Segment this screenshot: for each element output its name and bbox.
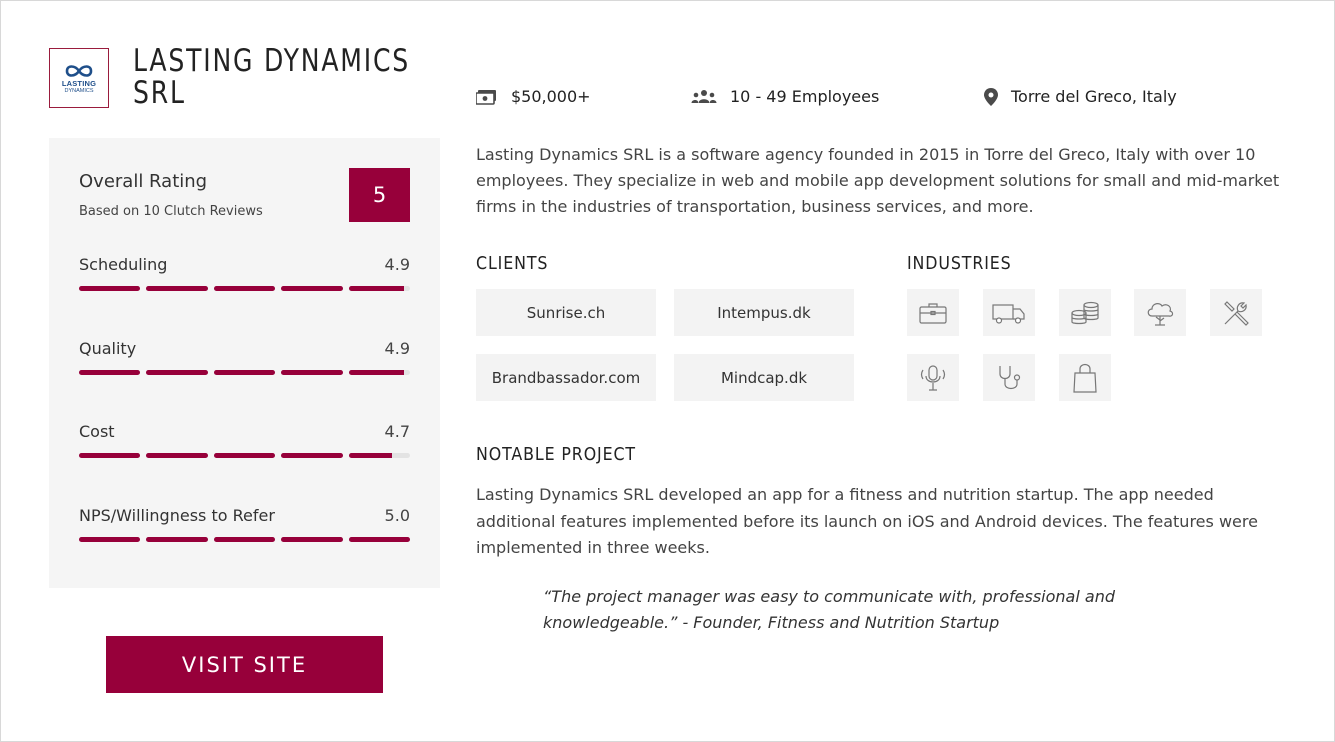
- rating-bar-segment: [79, 537, 140, 542]
- clients-heading: CLIENTS: [476, 253, 549, 274]
- metric-value: 4.9: [384, 339, 410, 358]
- rating-bar-segment: [214, 453, 275, 458]
- metric-value: 4.7: [384, 422, 410, 441]
- rating-bar-segment: [214, 370, 275, 375]
- rating-bar: [79, 370, 410, 375]
- client-tile: Mindcap.dk: [674, 354, 854, 401]
- location: [984, 87, 1177, 106]
- tools-icon[interactable]: [1210, 289, 1262, 336]
- rating-bar-segment: [146, 286, 207, 291]
- metric-label: NPS/Willingness to Refer: [79, 506, 275, 525]
- review-count-link[interactable]: Based on 10 Clutch Reviews: [79, 204, 263, 219]
- company-logo[interactable]: [49, 48, 109, 108]
- rating-bar-segment: [349, 453, 410, 458]
- coins-icon[interactable]: [1059, 289, 1111, 336]
- rating-bar: [79, 286, 410, 291]
- metric-label: Quality: [79, 339, 137, 358]
- shopping-bag-icon[interactable]: [1059, 354, 1111, 401]
- company-name[interactable]: LASTING DYNAMICS SRL: [133, 43, 411, 111]
- rating-bar-fill: [349, 537, 410, 542]
- rating-bar-fill: [281, 453, 342, 458]
- company-description: Lasting Dynamics SRL is a software agency founded in 2015 in Torre del Greco, Italy with over 10 employees. They specialize in web and mobile app development solutions for small and mid-market firms in the industries of transportation, business services, and more.: [476, 145, 1280, 216]
- logo-text-primary: LASTING: [61, 78, 97, 88]
- rating-panel: [49, 138, 440, 588]
- rating-bar: [79, 537, 410, 542]
- rating-bar-segment: [281, 453, 342, 458]
- rating-bar-segment: [146, 370, 207, 375]
- overall-rating-title: Overall Rating: [79, 171, 208, 192]
- rating-bar-fill: [281, 370, 342, 375]
- rating-bar-segment: [146, 537, 207, 542]
- logo-text-secondary: DYNAMICS: [64, 87, 94, 94]
- min-project-value: $50,000+: [511, 87, 591, 106]
- rating-bar-segment: [281, 537, 342, 542]
- rating-bar-segment: [349, 286, 410, 291]
- rating-bar-fill: [214, 453, 275, 458]
- rating-bar-fill: [281, 537, 342, 542]
- metric-label: Scheduling: [79, 255, 168, 274]
- rating-bar-fill: [79, 286, 140, 291]
- microphone-icon[interactable]: [907, 354, 959, 401]
- metric-value: 5.0: [384, 506, 410, 525]
- rating-bar-segment: [214, 286, 275, 291]
- rating-bar-segment: [281, 370, 342, 375]
- briefcase-icon[interactable]: [907, 289, 959, 336]
- location-value: Torre del Greco, Italy: [1011, 87, 1177, 106]
- employee-count-value: 10 - 49 Employees: [730, 87, 880, 106]
- employee-count: [691, 87, 879, 106]
- rating-bar-fill: [349, 453, 392, 458]
- rating-bar-segment: [79, 453, 140, 458]
- client-tile: Intempus.dk: [674, 289, 854, 336]
- rating-bar-fill: [214, 537, 275, 542]
- rating-bar-segment: [349, 370, 410, 375]
- rating-bar-fill: [146, 286, 207, 291]
- rating-bar-fill: [214, 286, 275, 291]
- notable-project-heading: NOTABLE PROJECT: [476, 444, 636, 465]
- rating-bar-segment: [349, 537, 410, 542]
- stethoscope-icon[interactable]: [983, 354, 1035, 401]
- rating-bar: [79, 453, 410, 458]
- metric-value: 4.9: [384, 255, 410, 274]
- min-project-size: [476, 87, 591, 106]
- rating-bar-fill: [146, 370, 207, 375]
- rating-bar-fill: [146, 537, 207, 542]
- industries-heading: INDUSTRIES: [907, 253, 1012, 274]
- rating-bar-segment: [79, 370, 140, 375]
- users-icon: [691, 89, 717, 105]
- rating-bar-fill: [349, 370, 404, 375]
- overall-score-badge: 5: [349, 168, 410, 222]
- rating-bar-fill: [79, 370, 140, 375]
- rating-bar-segment: [79, 286, 140, 291]
- rating-bar-fill: [79, 537, 140, 542]
- rating-bar-fill: [79, 453, 140, 458]
- rating-bar-segment: [214, 537, 275, 542]
- rating-bar-segment: [146, 453, 207, 458]
- rating-bar-fill: [214, 370, 275, 375]
- rating-bar-fill: [349, 286, 404, 291]
- price-tag-icon: [476, 89, 498, 105]
- visit-site-button[interactable]: VISIT SITE: [106, 636, 383, 693]
- review-quote: “The project manager was easy to communicate with, professional and knowledgeable.” - Founder, Fitness and Nutrition Startup: [543, 587, 1115, 632]
- cloud-tree-icon[interactable]: [1134, 289, 1186, 336]
- rating-bar-segment: [281, 286, 342, 291]
- rating-bar-fill: [281, 286, 342, 291]
- client-tile: Brandbassador.com: [476, 354, 656, 401]
- notable-project-text: Lasting Dynamics SRL developed an app for a fitness and nutrition startup. The app needed additional features implemented before its launch on iOS and Android devices. The features were implemented in three weeks.: [476, 485, 1258, 557]
- infinity-logo-icon: [63, 63, 95, 79]
- rating-bar-fill: [146, 453, 207, 458]
- metric-label: Cost: [79, 422, 115, 441]
- location-pin-icon: [984, 88, 998, 106]
- truck-icon[interactable]: [983, 289, 1035, 336]
- client-tile: Sunrise.ch: [476, 289, 656, 336]
